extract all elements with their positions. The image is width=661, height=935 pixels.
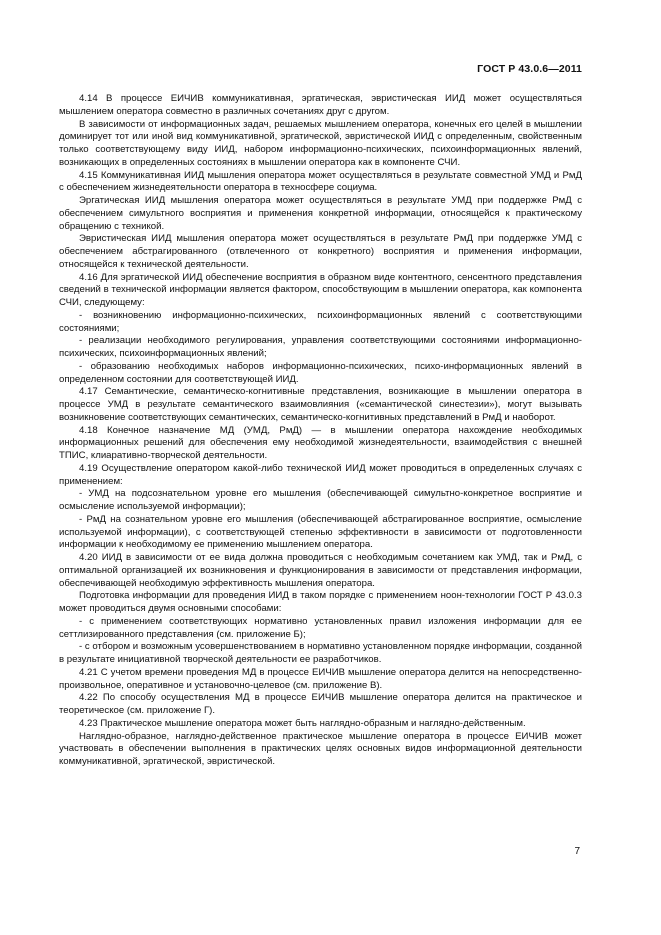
page-number: 7 bbox=[574, 846, 580, 857]
paragraph: 4.16 Для эргатической ИИД обеспечение восприятия в образном виде контентного, сенсентного представления сведений в технической информации является фактором, способствующим в мышлении оператора, как компонента СЧИ, следующему: bbox=[59, 271, 582, 308]
paragraph: 4.21 С учетом времени проведения МД в процессе ЕИЧИВ мышление оператора делится на непосредственно-произвольное, оперативное и установочно-целевое (см. приложение В). bbox=[59, 666, 582, 691]
paragraph: 4.14 В процессе ЕИЧИВ коммуникативная, эргатическая, эвристическая ИИД может осуществляться мышлением оператора совместно в различных сочетаниях друг с другом. bbox=[59, 93, 582, 117]
list-item: - возникновению информационно-психических, психоинформационных явлений с соответствующими состояниями; bbox=[59, 309, 582, 334]
paragraph: 4.17 Семантические, семантическо-когнитивные представления, возникающие в мышлении оператора в процессе УМД в результате семантического взаимовлияния («семантической синестезии»), могут вызывать возникновение соответствующих семантических, семантическо-когнитивных представлений в РмД и наоборот. bbox=[59, 386, 582, 423]
paragraph: Эвристическая ИИД мышления оператора может осуществляться в результате РмД при поддержке УМД с обеспечением абстрагированного (отвлеченного от конкретного) восприятия и применения информации, относящейся к технической деятельности. bbox=[59, 233, 582, 270]
paragraph: Наглядно-образное, наглядно-действенное практическое мышление оператора в процессе ЕИЧИВ может участвовать в обеспечении выполнения в практических целях основных видов информационной деятельности коммуникативной, эргатической, эвристической. bbox=[59, 730, 582, 767]
paragraph: 4.18 Конечное назначение МД (УМД, РмД) — в мышлении оператора нахождение необходимых информационных решений для обеспечения ему необходимой жизнедеятельности, взаимодействия с внешней ТПИС, клиаративно-творческой деятельности. bbox=[59, 424, 582, 461]
list-item: - УМД на подсознательном уровне его мышления (обеспечивающей симультно-конкретное восприятие и осмысление используемой информации); bbox=[59, 488, 582, 512]
paragraph: 4.20 ИИД в зависимости от ее вида должна проводиться с необходимым сочетанием как УМД, так и РмД, с оптимальной организацией их возникновения и функционирования в зависимости от представления информации, обеспечивающей необходимую эффективность мышления оператора. bbox=[59, 552, 582, 589]
list-item: - с применением соответствующих нормативно установленных правил изложения информации для ее сеттлизированного представления (см. приложение Б); bbox=[59, 615, 582, 640]
paragraph: 4.15 Коммуникативная ИИД мышления оператора может осуществляться в результате совместной УМД и РмД с обеспечением жизнедеятельности оператора в техносфере социума. bbox=[59, 169, 582, 194]
list-item: - реализации необходимого регулирования, управления соответствующими состояниями информационно-психических, психоинформационных явлений; bbox=[59, 335, 582, 359]
list-item: - РмД на сознательном уровне его мышления (обеспечивающей абстрагированное восприятие, осмысление используемой информации), с соответствующей степенью эффективности в зависимости от подготовленности информации к необходимому ее применению мышлением оператора. bbox=[59, 513, 582, 551]
paragraph: 4.22 По способу осуществления МД в процессе ЕИЧИВ мышление оператора делится на практическое и теоретическое (см. приложение Г). bbox=[59, 692, 582, 716]
list-item: - с отбором и возможным усовершенствованием в нормативно установленном порядке информации, созданной в результате инициативной творческой деятельности ее разработчиков. bbox=[59, 641, 582, 665]
page-header-standard-code: ГОСТ Р 43.0.6—2011 bbox=[477, 63, 582, 75]
paragraph: Подготовка информации для проведения ИИД в таком порядке с применением ноон-технологии ГОСТ Р 43.0.3 может проводиться двумя основными способами: bbox=[59, 590, 582, 614]
paragraph: 4.19 Осуществление оператором какой-либо технической ИИД может проводиться в определенных случаях с применением: bbox=[59, 462, 582, 487]
list-item: - образованию необходимых наборов информационно-психических, психо-информационных явлений в определенном состоянии для соответствующей ИИД. bbox=[59, 360, 582, 385]
paragraph: 4.23 Практическое мышление оператора может быть наглядно-образным и наглядно-действенным. bbox=[79, 717, 526, 729]
paragraph: Эргатическая ИИД мышления оператора может осуществляться в результате УМД при поддержке РмД с обеспечением симультного восприятия и применения конкретной информации, относящейся к практическому обращению с техникой. bbox=[59, 195, 582, 232]
document-body bbox=[59, 93, 582, 769]
paragraph: В зависимости от информационных задач, решаемых мышлением оператора, конечных его целей в мышлении доминирует тот или иной вид коммуникативной, эргатической, эвристической ИИД с определенным, свойственным только соответствующему виду ИИД, набором информационно-психических, психоинформационных явлений, возникающих в определенных состояниях в мышлении оператора как в компоненте СЧИ. bbox=[59, 118, 582, 168]
